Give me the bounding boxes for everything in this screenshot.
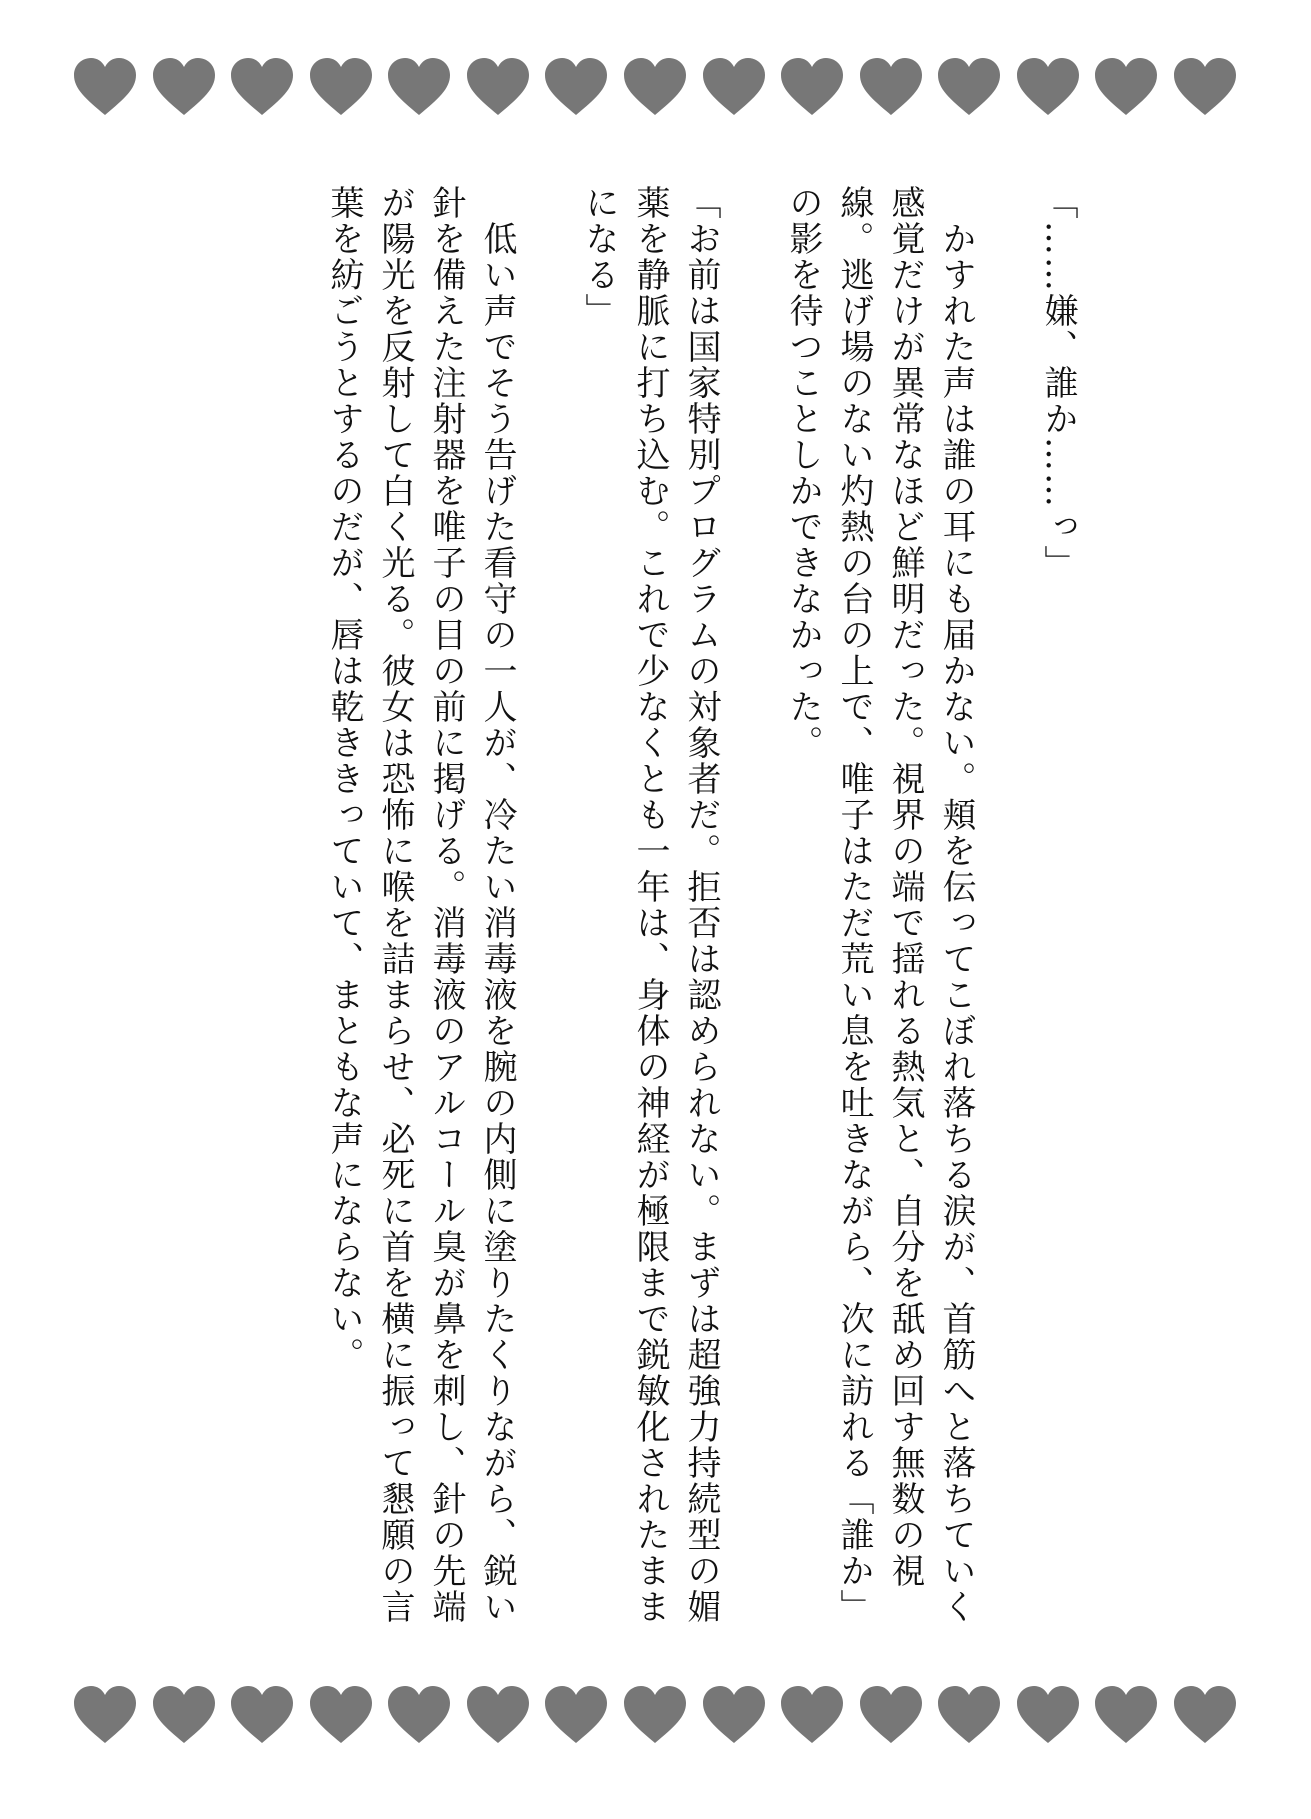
heart-icon — [151, 1685, 217, 1745]
heart-icon — [386, 1685, 452, 1745]
blank-line — [726, 185, 777, 1635]
heart-icon — [465, 57, 531, 117]
heart-icon — [779, 1685, 845, 1745]
heart-icon — [622, 57, 688, 117]
vertical-text-body — [243, 185, 1083, 1635]
heart-icon — [543, 57, 609, 117]
heart-icon — [1093, 57, 1159, 117]
heart-icon — [1093, 1685, 1159, 1745]
heart-icon — [229, 1685, 295, 1745]
heart-icon — [622, 1685, 688, 1745]
narration-paragraph: かすれた声は誰の耳にも届かない。頬を伝ってこぼれ落ちる涙が、首筋へと落ちていく感覚だけが異常なほど鮮明だった。視界の端で揺れる熱気と、自分を舐め回す無数の視線。逃げ場のない灼熱の台の上で、唯子はただ荒い息を吐きながら、次に訪れる「誰か」の影を待つことしかできなかった。 — [783, 185, 976, 1625]
heart-icon — [701, 57, 767, 117]
dialogue-line: 「お前は国家特別プログラムの対象者だ。拒否は認められない。まずは超強力持続型の媚薬を静脈に打ち込む。これで少なくとも一年は、身体の神経が極限まで鋭敏化されたままになる」 — [579, 185, 721, 1625]
narration-paragraph: 低い声でそう告げた看守の一人が、冷たい消毒液を腕の内側に塗りたくりながら、鋭い針を備えた注射器を唯子の目の前に掲げる。消毒液のアルコール臭が鼻を刺し、針の先端が陽光を反射して白く光る。彼女は恐怖に喉を詰まらせ、必死に首を横に振って懇願の言葉を紡ごうとするのだが、唇は乾ききっていて、まともな声にならない。 — [324, 185, 517, 1625]
heart-icon — [1015, 1685, 1081, 1745]
heart-icon — [858, 57, 924, 117]
heart-icon — [858, 1685, 924, 1745]
heart-icon — [543, 1685, 609, 1745]
heart-icon — [308, 1685, 374, 1745]
heart-icon — [1172, 57, 1238, 117]
top-heart-border — [72, 52, 1238, 122]
dialogue-line: 「……嫌、誰か……っ」 — [1038, 185, 1078, 581]
heart-icon — [936, 1685, 1002, 1745]
heart-icon — [701, 1685, 767, 1745]
heart-icon — [779, 57, 845, 117]
bottom-heart-border — [72, 1680, 1238, 1750]
heart-icon — [386, 57, 452, 117]
heart-icon — [936, 57, 1002, 117]
heart-icon — [151, 57, 217, 117]
heart-icon — [465, 1685, 531, 1745]
blank-line — [981, 185, 1032, 1635]
heart-icon — [72, 1685, 138, 1745]
heart-icon — [308, 57, 374, 117]
heart-icon — [229, 57, 295, 117]
heart-icon — [1172, 1685, 1238, 1745]
heart-icon — [72, 57, 138, 117]
heart-icon — [1015, 57, 1081, 117]
blank-line — [522, 185, 573, 1635]
